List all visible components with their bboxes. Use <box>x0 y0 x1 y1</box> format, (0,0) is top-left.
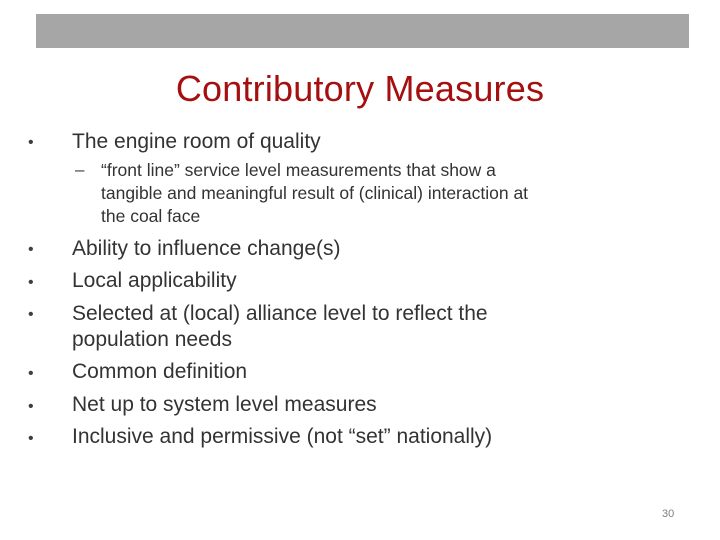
sub-bullet-text-line: the coal face <box>101 206 201 226</box>
bullet-text: Net up to system level measures <box>72 393 377 416</box>
bullet-marker: • <box>28 134 34 151</box>
bullet-text: The engine room of quality <box>72 130 321 153</box>
bullet-marker: • <box>28 274 34 291</box>
bullet-text: Common definition <box>72 360 248 383</box>
bullet-marker: • <box>28 430 34 447</box>
header-bar <box>36 14 689 48</box>
slide-title: Contributory Measures <box>175 68 545 109</box>
sub-bullet-marker: – <box>75 160 85 179</box>
bullet-text: Local applicability <box>72 269 237 292</box>
sub-bullet-text-line: tangible and meaningful result of (clinical) interaction at <box>101 183 529 203</box>
page-number: 30 <box>662 508 675 520</box>
bullet-text: Inclusive and permissive (not “set” nationally) <box>72 425 493 448</box>
bullet-text: Ability to influence change(s) <box>72 237 341 260</box>
bullet-text-continuation: population needs <box>72 328 232 351</box>
sub-bullet-text-line: “front line” service level measurements that show a <box>101 160 496 180</box>
bullet-marker: • <box>28 306 34 323</box>
bullet-marker: • <box>28 241 34 258</box>
bullet-marker: • <box>28 398 34 415</box>
bullet-text: Selected at (local) alliance level to reflect the <box>72 302 488 325</box>
bullet-marker: • <box>28 365 34 382</box>
